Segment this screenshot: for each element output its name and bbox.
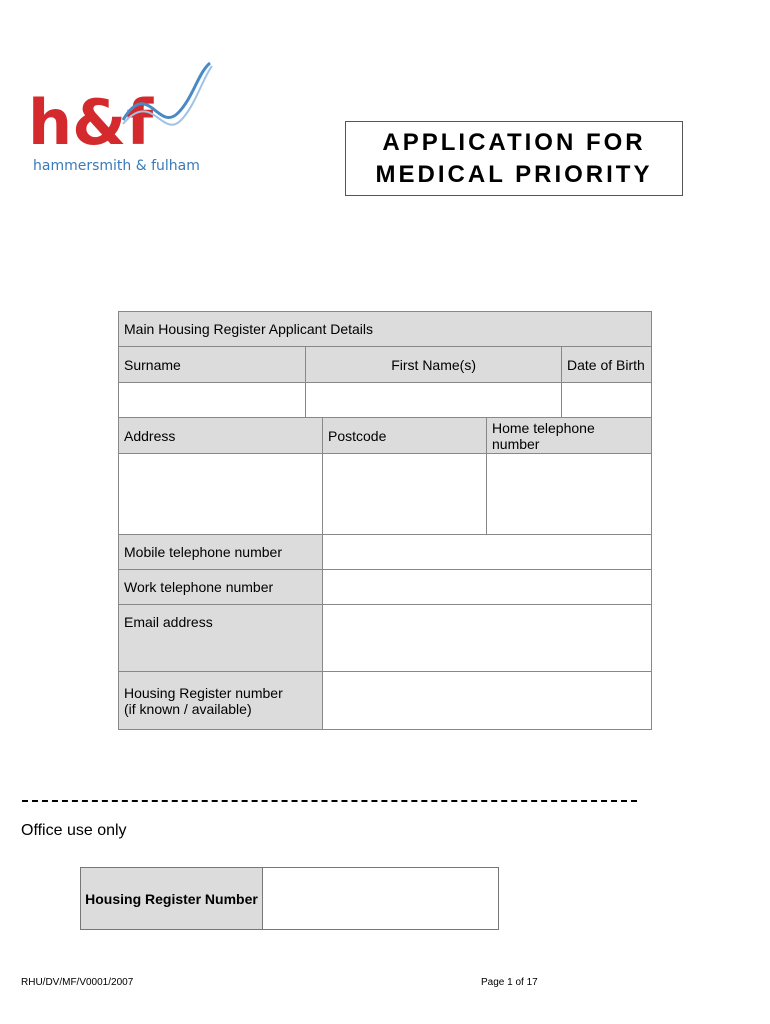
logo-wordmark: hammersmith & fulham bbox=[33, 158, 200, 174]
home-phone-label: Home telephone number bbox=[487, 418, 652, 454]
dob-field[interactable] bbox=[562, 383, 652, 418]
mobile-label: Mobile telephone number bbox=[119, 535, 323, 570]
first-name-label: First Name(s) bbox=[306, 347, 562, 383]
surname-field[interactable] bbox=[119, 383, 306, 418]
footer-page-number: Page 1 of 17 bbox=[481, 977, 538, 988]
email-label: Email address bbox=[119, 605, 323, 672]
first-name-field[interactable] bbox=[306, 383, 562, 418]
dob-label: Date of Birth bbox=[562, 347, 652, 383]
housing-register-label-line2: (if known / available) bbox=[124, 700, 252, 717]
section-title: Main Housing Register Applicant Details bbox=[119, 312, 652, 347]
housing-register-field[interactable] bbox=[323, 672, 652, 730]
dashed-divider bbox=[22, 800, 637, 802]
svg-text:h&f: h&f bbox=[28, 86, 154, 159]
mobile-field[interactable] bbox=[323, 535, 652, 570]
work-phone-label: Work telephone number bbox=[119, 570, 323, 605]
housing-register-label-line1: Housing Register number bbox=[124, 684, 283, 701]
office-housing-register-box bbox=[80, 867, 499, 930]
office-use-heading: Office use only bbox=[21, 822, 127, 839]
footer-reference: RHU/DV/MF/V0001/2007 bbox=[21, 977, 134, 988]
surname-label: Surname bbox=[119, 347, 306, 383]
office-housing-register-field[interactable] bbox=[263, 868, 498, 929]
page-title: APPLICATION FOR MEDICAL PRIORITY bbox=[345, 121, 683, 196]
applicant-details-form bbox=[118, 311, 652, 730]
postcode-label: Postcode bbox=[323, 418, 487, 454]
work-phone-field[interactable] bbox=[323, 570, 652, 605]
email-field[interactable] bbox=[323, 605, 652, 672]
home-phone-field[interactable] bbox=[487, 454, 652, 535]
postcode-field[interactable] bbox=[323, 454, 487, 535]
housing-register-label bbox=[119, 672, 323, 730]
address-label: Address bbox=[119, 418, 323, 454]
office-housing-register-label: Housing Register Number bbox=[81, 868, 263, 929]
address-field[interactable] bbox=[119, 454, 323, 535]
